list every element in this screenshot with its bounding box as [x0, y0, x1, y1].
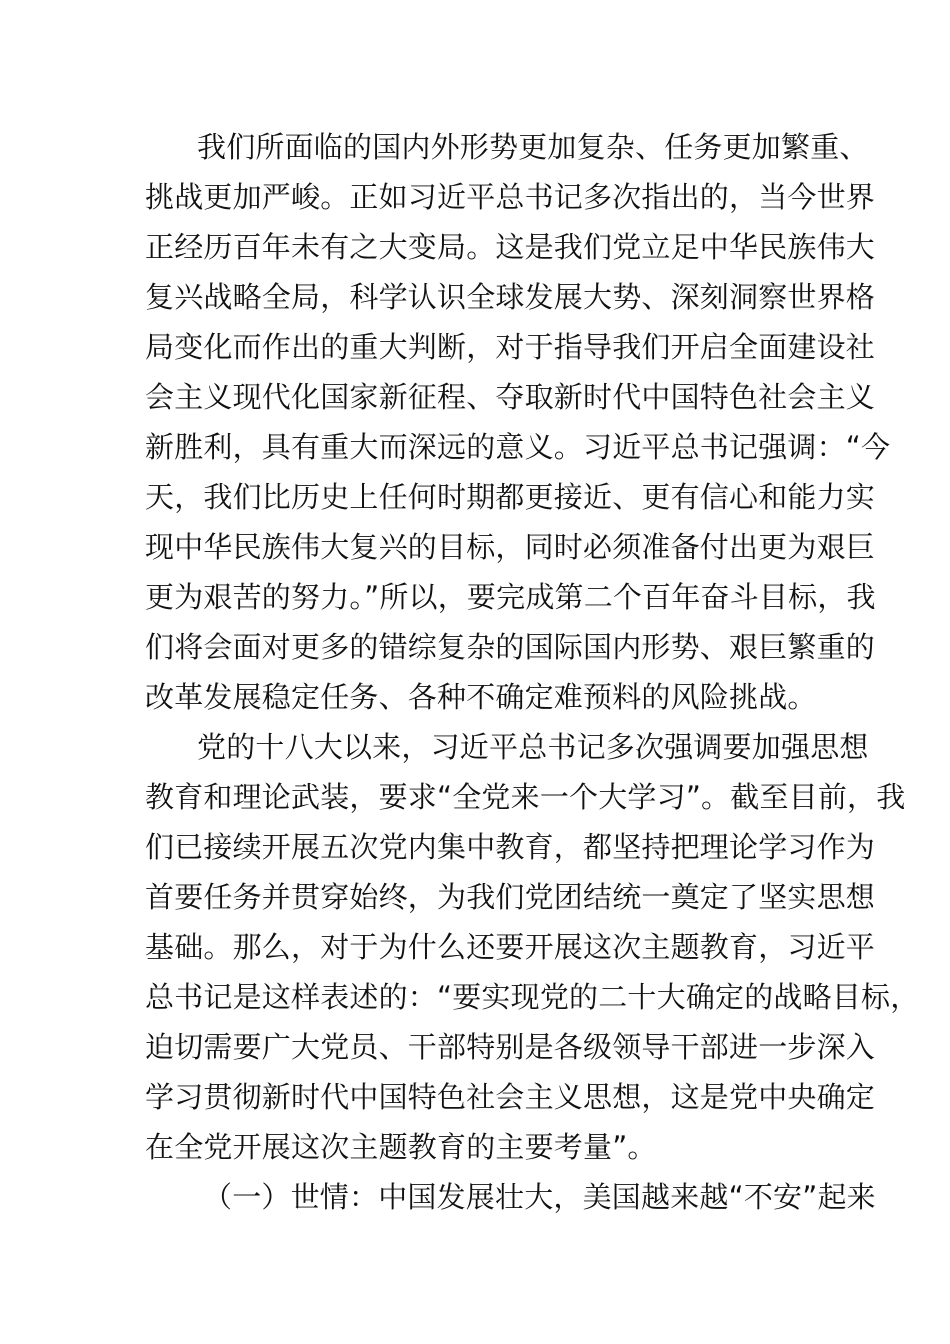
- paragraph-line: 挑战更加严峻。正如习近平总书记多次指出的，当今世界: [145, 180, 876, 214]
- paragraph-line: 们将会面对更多的错综复杂的国际国内形势、艰巨繁重的: [145, 630, 876, 664]
- paragraph-line: 党的十八大以来，习近平总书记多次强调要加强思想: [197, 730, 869, 764]
- paragraph-line: 我们所面临的国内外形势更加复杂、任务更加繁重、: [197, 130, 869, 164]
- paragraph-line: 复兴战略全局，科学认识全球发展大势、深刻洞察世界格: [145, 280, 876, 314]
- paragraph-line: 局变化而作出的重大判断，对于指导我们开启全面建设社: [145, 330, 876, 364]
- paragraph-line: 迫切需要广大党员、干部特别是各级领导干部进一步深入: [145, 1030, 876, 1064]
- paragraph-line: 会主义现代化国家新征程、夺取新时代中国特色社会主义: [145, 380, 876, 414]
- paragraph-line: 在全党开展这次主题教育的主要考量”。: [145, 1130, 657, 1164]
- paragraph-line: 们已接续开展五次党内集中教育，都坚持把理论学习作为: [145, 830, 876, 864]
- section-heading: [145, 1172, 876, 1222]
- paragraph-line: 首要任务并贯穿始终，为我们党团结统一奠定了坚实思想: [145, 880, 876, 914]
- paragraph-line: 教育和理论武装，要求“全党来一个大学习”。截至目前，我: [145, 780, 906, 814]
- heading-line: （一）世情：中国发展壮大，美国越来越“不安”起来: [203, 1180, 876, 1214]
- paragraph-line: 改革发展稳定任务、各种不确定难预料的风险挑战。: [145, 680, 817, 714]
- document-body: [145, 122, 920, 1222]
- paragraph-line: 更为艰苦的努力。”所以，要完成第二个百年奋斗目标，我: [145, 580, 876, 614]
- paragraph-line: 天，我们比历史上任何时期都更接近、更有信心和能力实: [145, 480, 876, 514]
- paragraph-line: 正经历百年未有之大变局。这是我们党立足中华民族伟大: [145, 230, 876, 264]
- paragraph-line: 学习贯彻新时代中国特色社会主义思想，这是党中央确定: [145, 1080, 876, 1114]
- paragraph-line: 基础。那么，对于为什么还要开展这次主题教育，习近平: [145, 930, 876, 964]
- paragraph-2: [145, 722, 920, 1172]
- paragraph-line: 总书记是这样表述的：“要实现党的二十大确定的战略目标，: [145, 980, 920, 1014]
- paragraph-1: [145, 122, 891, 722]
- paragraph-line: 现中华民族伟大复兴的目标，同时必须准备付出更为艰巨: [145, 530, 876, 564]
- paragraph-line: 新胜利，具有重大而深远的意义。习近平总书记强调：“今: [145, 430, 891, 464]
